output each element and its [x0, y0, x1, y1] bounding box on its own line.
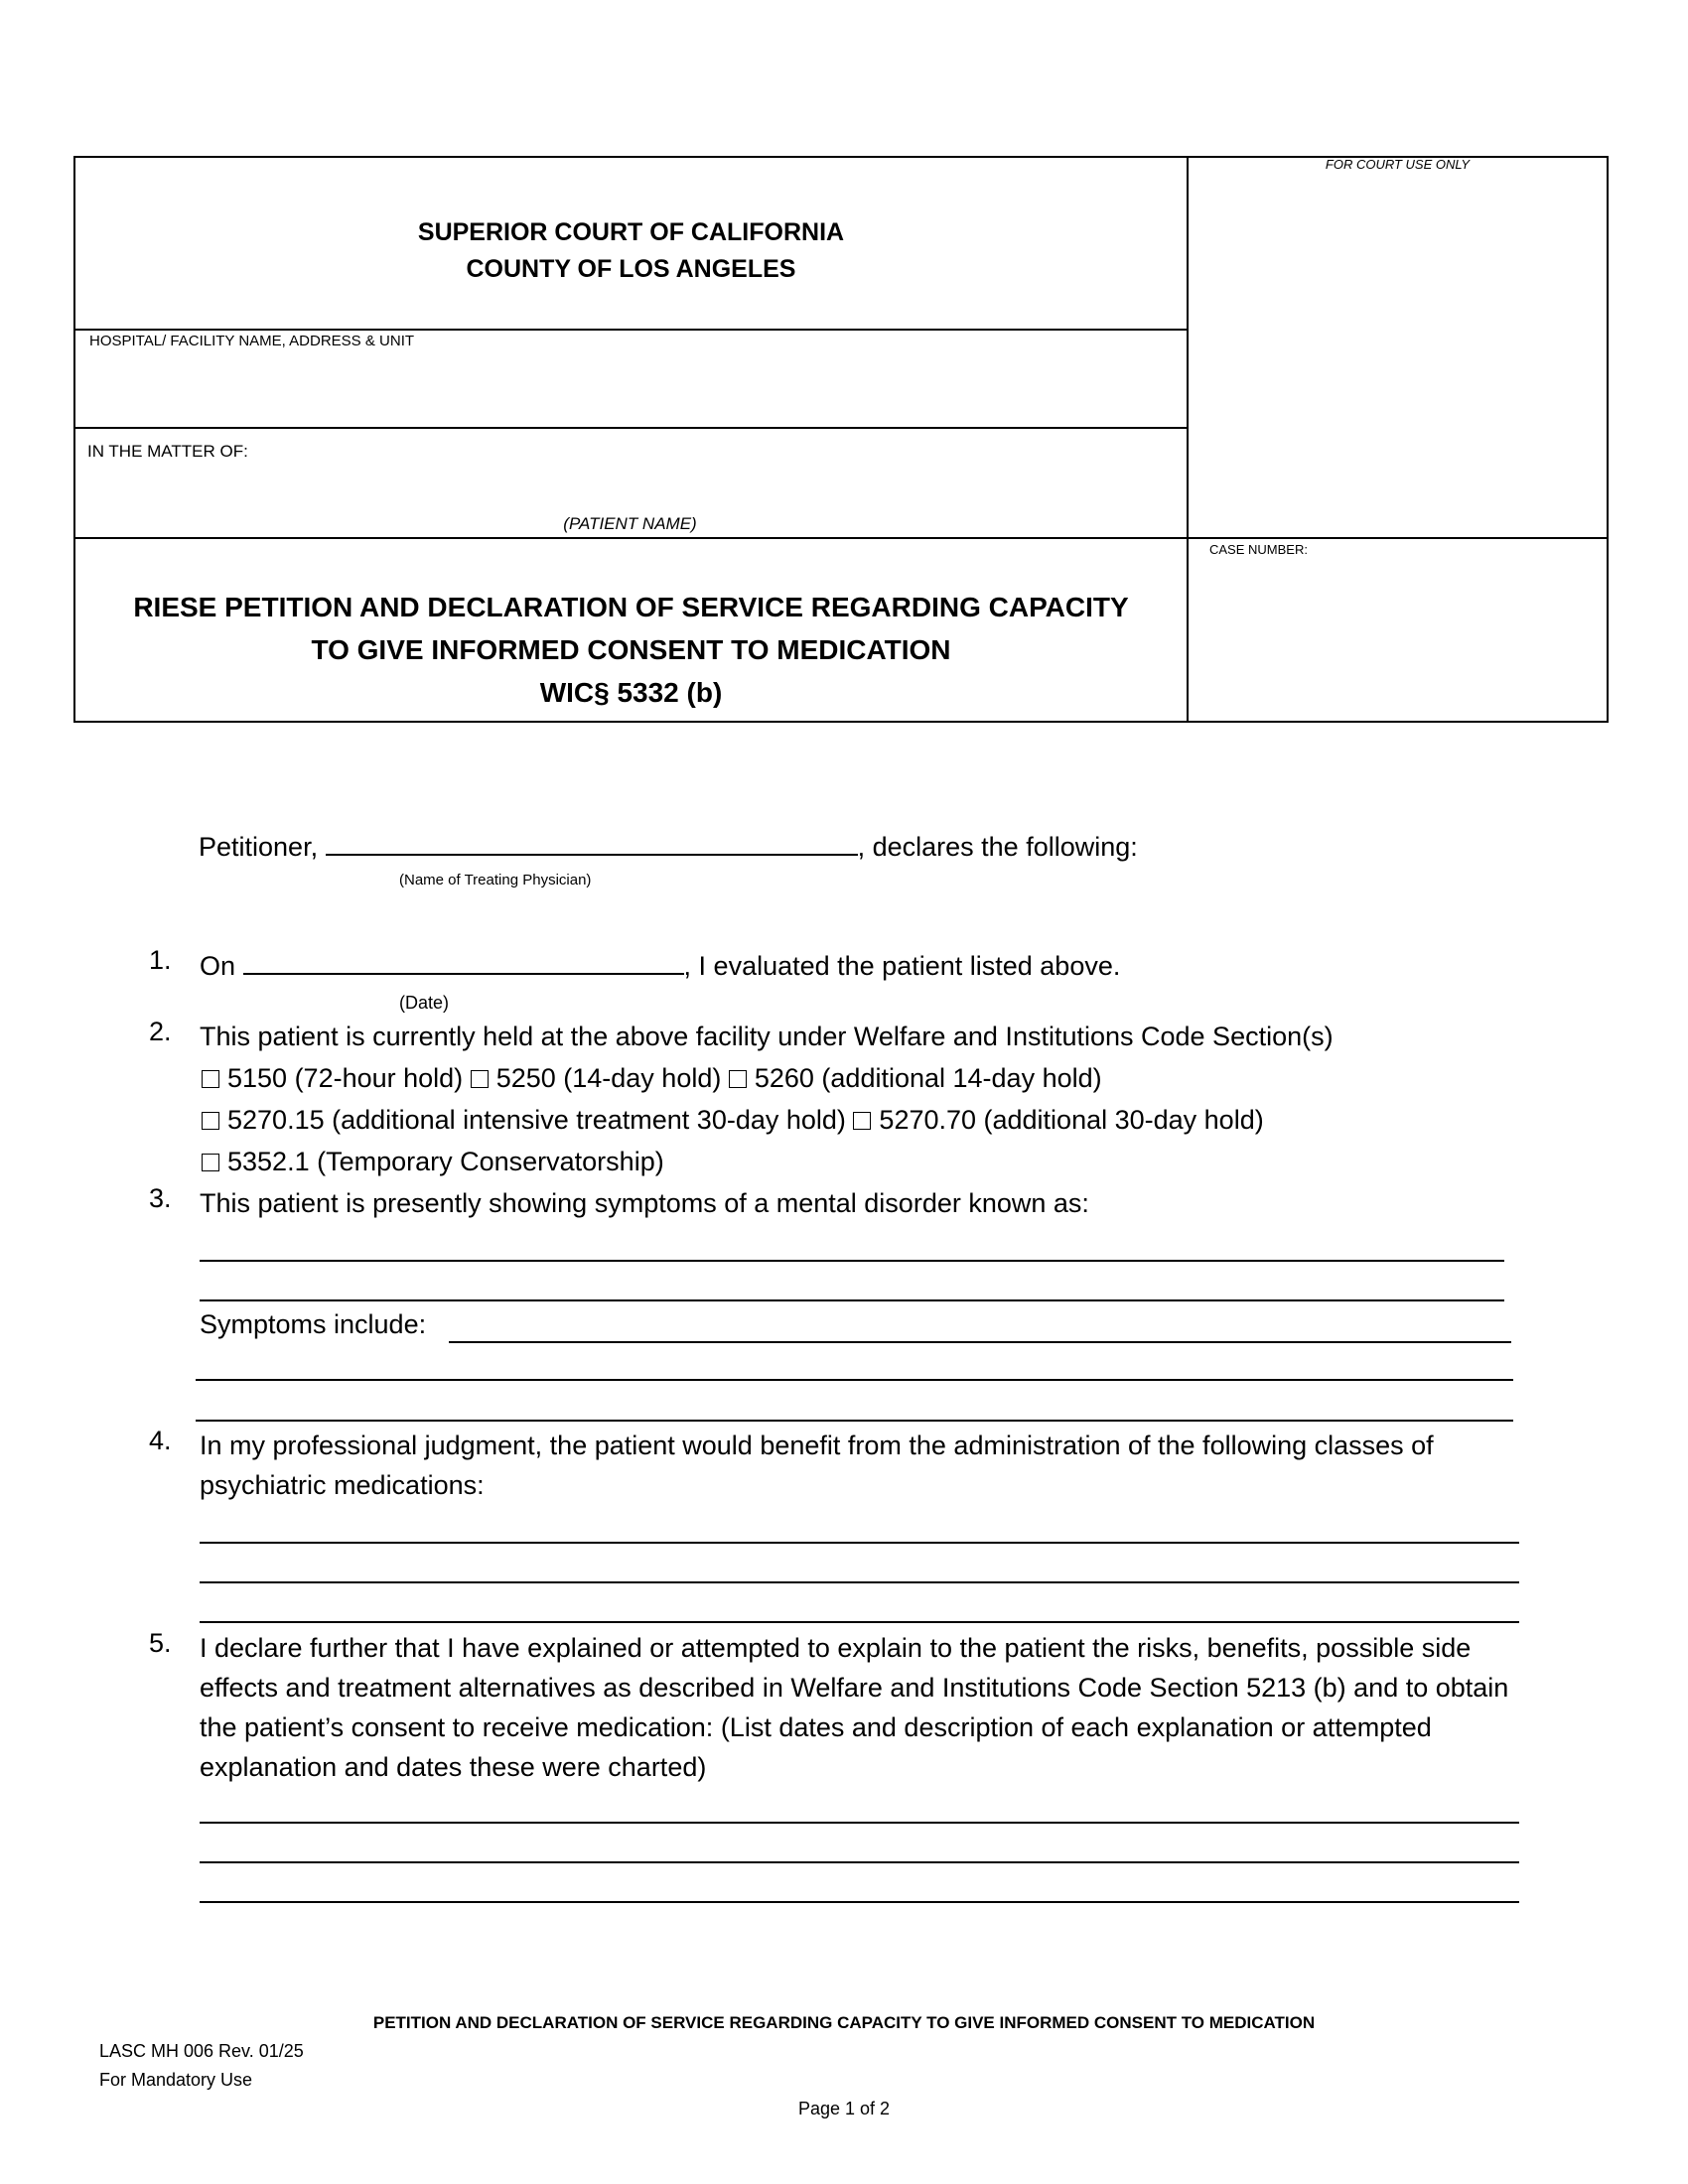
item2-number: 2. [149, 1017, 172, 1046]
checkbox-icon [202, 1154, 219, 1171]
petitioner-caption: (Name of Treating Physician) [399, 872, 592, 888]
caption-rule-facility [73, 427, 1187, 429]
item4-line1: In my professional judgment, the patient would benefit from the administration of the following classes of [200, 1431, 1434, 1460]
item5-line2: effects and treatment alternatives as described in Welfare and Institutions Code Section 5213 (b) and to obtain [200, 1673, 1509, 1703]
item1-number: 1. [149, 945, 172, 975]
item1-line [200, 945, 1120, 987]
hold-5260-checkbox[interactable] [729, 1063, 1102, 1093]
page-number: Page 1 of 2 [797, 2099, 891, 2118]
item1-prefix: On [200, 951, 236, 981]
mandatory-use: For Mandatory Use [99, 2070, 253, 2090]
hold-5150-checkbox[interactable] [202, 1063, 463, 1093]
hold-527070-checkbox[interactable] [853, 1105, 1263, 1135]
explanation-input-line2[interactable] [200, 1861, 1519, 1863]
petitioner-suffix: , declares the following: [857, 832, 1138, 862]
item4-line2: psychiatric medications: [200, 1470, 485, 1500]
checkbox-icon [471, 1070, 489, 1088]
item5-line3: the patient’s consent to receive medication: (List dates and description of each explanation or attempted [200, 1712, 1432, 1742]
checkbox-icon [729, 1070, 747, 1088]
form-number: LASC MH 006 Rev. 01/25 [99, 2041, 304, 2061]
court-use-label: FOR COURT USE ONLY [1325, 157, 1471, 172]
symptoms-input-line1[interactable] [449, 1341, 1511, 1343]
petitioner-prefix: Petitioner, [199, 832, 319, 862]
hold-options-row1 [202, 1058, 1102, 1099]
diagnosis-input-line2[interactable] [200, 1299, 1504, 1301]
hold-5250-checkbox[interactable] [471, 1063, 722, 1093]
symptoms-input-line2[interactable] [196, 1379, 1513, 1381]
matter-label: IN THE MATTER OF: [87, 442, 248, 461]
medications-input-line1[interactable] [200, 1542, 1519, 1544]
hold-53521-checkbox[interactable] [202, 1147, 664, 1176]
form-title-line2: TO GIVE INFORMED CONSENT TO MEDICATION [311, 634, 951, 665]
form-title-line3: WIC§ 5332 (b) [539, 677, 723, 708]
item2-text: This patient is currently held at the above facility under Welfare and Institutions Code Section(s) [200, 1022, 1334, 1051]
hold-options-row2 [202, 1100, 1264, 1141]
symptoms-label: Symptoms include: [200, 1309, 427, 1339]
item5-line1: I declare further that I have explained or attempted to explain to the patient the risks, benefits, possible side [200, 1633, 1472, 1663]
hold-5250-label: 5250 (14-day hold) [495, 1063, 722, 1093]
hold-527070-label: 5270.70 (additional 30-day hold) [879, 1105, 1264, 1135]
form-title-line1: RIESE PETITION AND DECLARATION OF SERVICE REGARDING CAPACITY [133, 592, 1129, 622]
form-title [75, 586, 1187, 714]
item3-text: This patient is presently showing symptoms of a mental disorder known as: [200, 1188, 1089, 1218]
hold-5150-label: 5150 (72-hour hold) [227, 1063, 464, 1093]
case-number-input[interactable] [1190, 562, 1607, 721]
hold-53521-label: 5352.1 (Temporary Conservatorship) [227, 1147, 664, 1176]
explanation-input-line3[interactable] [200, 1901, 1519, 1903]
patient-name-input[interactable] [75, 467, 1185, 514]
petitioner-line [199, 826, 1138, 868]
caption-rule-matter [73, 537, 1609, 539]
facility-label: HOSPITAL/ FACILITY NAME, ADDRESS & UNIT [89, 333, 415, 349]
hold-527015-checkbox[interactable] [202, 1105, 846, 1135]
symptoms-input-line3[interactable] [196, 1420, 1513, 1422]
item3-number: 3. [149, 1183, 172, 1213]
hold-options-row3 [202, 1142, 664, 1182]
court-name [75, 214, 1187, 288]
caption-rule-court [73, 329, 1187, 331]
case-number-label: CASE NUMBER: [1209, 542, 1308, 557]
checkbox-icon [202, 1070, 219, 1088]
evaluation-date-input[interactable] [243, 945, 684, 975]
item1-suffix: , I evaluated the patient listed above. [683, 951, 1121, 981]
item5-line4: explanation and dates these were charted) [200, 1752, 707, 1782]
hold-527015-label: 5270.15 (additional intensive treatment 30-day hold) [227, 1105, 846, 1135]
patient-name-label: (PATIENT NAME) [563, 514, 697, 533]
court-name-line2: COUNTY OF LOS ANGELES [466, 255, 796, 283]
hold-5260-label: 5260 (additional 14-day hold) [754, 1063, 1102, 1093]
explanation-input-line1[interactable] [200, 1822, 1519, 1824]
footer-title: PETITION AND DECLARATION OF SERVICE REGARDING CAPACITY TO GIVE INFORMED CONSENT TO MEDICATION [372, 2013, 1316, 2032]
date-caption: (Date) [399, 993, 450, 1013]
item4-number: 4. [149, 1426, 172, 1455]
facility-input[interactable] [75, 357, 1185, 425]
diagnosis-input-line1[interactable] [200, 1260, 1504, 1262]
caption-divider [1187, 156, 1189, 723]
checkbox-icon [202, 1112, 219, 1130]
petitioner-name-input[interactable] [326, 826, 858, 856]
medications-input-line3[interactable] [200, 1621, 1519, 1623]
checkbox-icon [853, 1112, 871, 1130]
item5-number: 5. [149, 1628, 172, 1658]
court-name-line1: SUPERIOR COURT OF CALIFORNIA [417, 218, 845, 246]
medications-input-line2[interactable] [200, 1581, 1519, 1583]
